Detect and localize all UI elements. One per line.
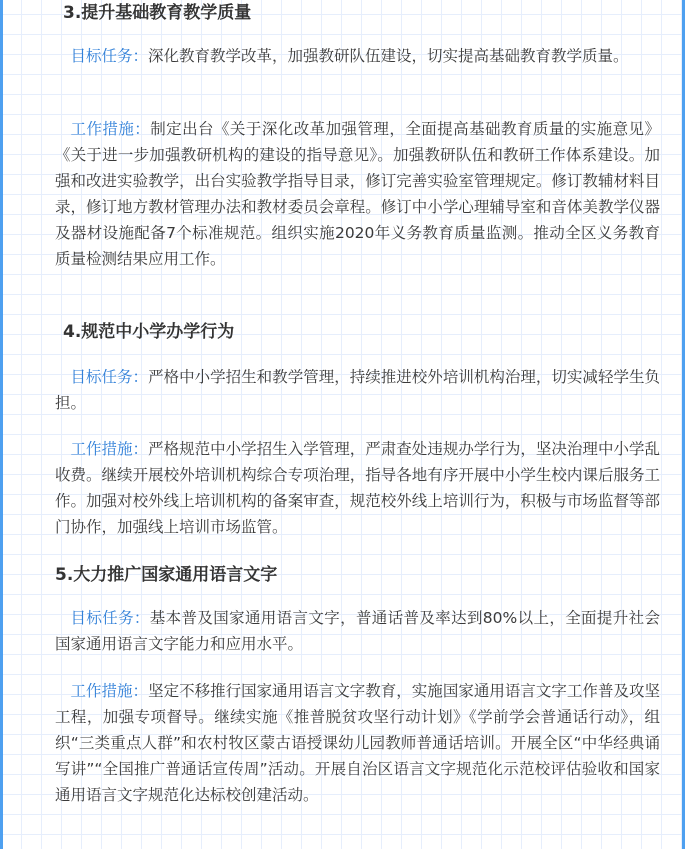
measure-text: 坚定不移推行国家通用语言文字教育，实施国家通用语言文字工作普及攻坚工程，加强专项督导。继续实施《推普脱贫攻坚行动计划》《学前学会普通话行动》，组织“三类重点人群”和农村牧区蒙古语授课幼儿园教师普通话培训。开展全区“中华经典诵写讲”“全国推广普通话宣传周”活动。开展自治区语言文字规范化示范校评估验收和国家通用语言文字规范化达标校创建活动。 [55, 682, 660, 804]
section-3-goal [55, 43, 660, 69]
goal-label: 目标任务： [70, 368, 149, 386]
goal-label: 目标任务： [70, 47, 149, 65]
goal-text: 深化教育教学改革，加强教研队伍建设，切实提高基础教育教学质量。 [148, 47, 629, 65]
section-4-measures [55, 436, 660, 540]
goal-text: 基本普及国家通用语言文字，普通话普及率达到80%以上，全面提升社会国家通用语言文字能力和应用水平。 [55, 609, 660, 653]
measure-label: 工作措施： [70, 682, 149, 700]
section-3-measures [55, 116, 660, 272]
section-title-4: 4.规范中小学办学行为 [63, 322, 235, 342]
goal-text: 严格中小学招生和教学管理，持续推进校外培训机构治理，切实减轻学生负担。 [55, 368, 660, 412]
section-title-5: 5.大力推广国家通用语言文字 [55, 565, 278, 585]
measure-text: 制定出台《关于深化改革加强管理，全面提高基础教育质量的实施意见》《关于进一步加强教研机构的建设的指导意见》。加强教研队伍和教研工作体系建设。加强和改进实验教学，出台实验教学指导目录，修订完善实验室管理规定。修订教辅材料目录，修订地方教材管理办法和教材委员会章程。修订中小学心理辅导室和音体美教学仪器及器材设施配备7个标准规范。组织实施2020年义务教育质量监测。推动全区义务教育质量检测结果应用工作。 [55, 120, 660, 268]
measure-text: 严格规范中小学招生入学管理，严肃查处违规办学行为，坚决治理中小学乱收费。继续开展校外培训机构综合专项治理，指导各地有序开展中小学生校内课后服务工作。加强对校外线上培训机构的备案审查，规范校外线上培训行为，积极与市场监督等部门协作，加强线上培训市场监管。 [55, 440, 660, 536]
measure-label: 工作措施： [70, 120, 151, 138]
section-title-3: 3.提升基础教育教学质量 [63, 3, 252, 23]
section-5-goal [55, 605, 660, 657]
section-4-goal [55, 364, 660, 416]
measure-label: 工作措施： [70, 440, 149, 458]
section-5-measures [55, 678, 660, 808]
goal-label: 目标任务： [70, 609, 150, 627]
